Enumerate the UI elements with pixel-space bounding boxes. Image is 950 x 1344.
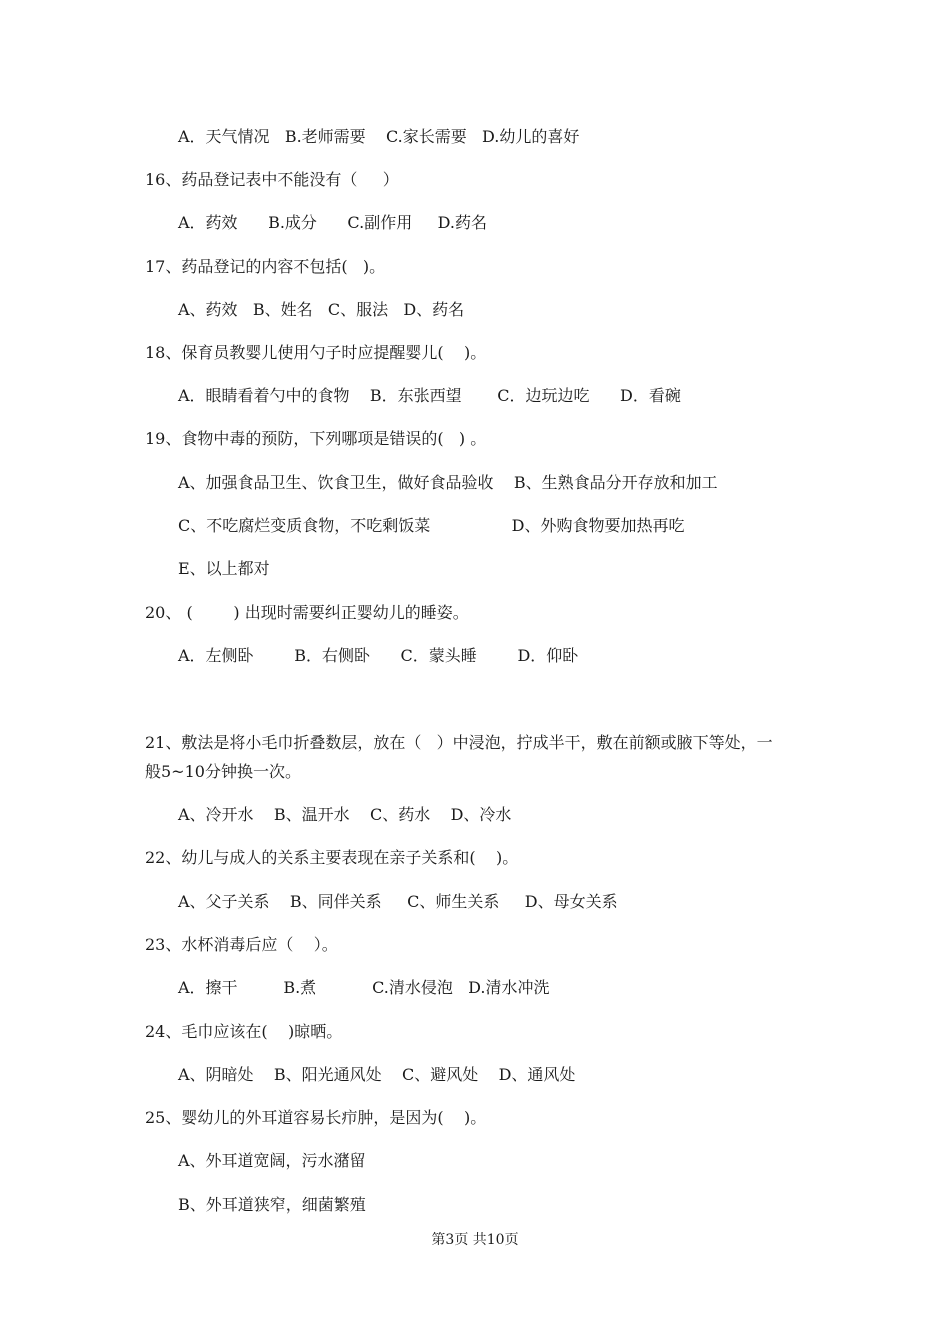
option-line: A、外耳道宽阔，污水潴留 — [178, 1151, 366, 1170]
page-number: 第3页 共10页 — [431, 1232, 519, 1248]
option-line: A、冷开水 B、温开水 C、药水 D、冷水 — [178, 805, 512, 824]
question-21-cont: 般5~10分钟换一次。 — [145, 762, 301, 781]
option-line: A、药效 B、姓名 C、服法 D、药名 — [178, 300, 465, 319]
option-line: A．眼睛看着勺中的食物 B．东张西望 C．边玩边吃 D．看碗 — [178, 386, 681, 405]
question-25: 25、婴幼儿的外耳道容易长疖肿，是因为( )。 — [145, 1108, 487, 1127]
question-22: 22、幼儿与成人的关系主要表现在亲子关系和( )。 — [145, 848, 519, 867]
question-17: 17、药品登记的内容不包括( )。 — [145, 257, 386, 276]
question-16: 16、药品登记表中不能没有（ ） — [145, 170, 399, 189]
option-line: A、父子关系 B、同伴关系 C、师生关系 D、母女关系 — [178, 892, 618, 911]
question-19: 19、食物中毒的预防，下列哪项是错误的( ) 。 — [145, 429, 487, 448]
option-line: A．擦干 B.煮 C.清水侵泡 D.清水冲洗 — [178, 978, 550, 997]
option-line: A、阴暗处 B、阳光通风处 C、避风处 D、通风处 — [178, 1065, 576, 1084]
question-24: 24、毛巾应该在( )晾晒。 — [145, 1022, 343, 1041]
option-line: A．天气情况 B.老师需要 C.家长需要 D.幼儿的喜好 — [178, 127, 580, 146]
option-line: A．左侧卧 B．右侧卧 C．蒙头睡 D．仰卧 — [178, 646, 579, 665]
question-18: 18、保育员教婴儿使用勺子时应提醒婴儿( )。 — [145, 343, 487, 362]
option-line: B、外耳道狭窄，细菌繁殖 — [178, 1195, 366, 1214]
option-line: A．药效 B.成分 C.副作用 D.药名 — [178, 213, 487, 232]
option-line: C、不吃腐烂变质食物，不吃剩饭菜 D、外购食物要加热再吃 — [178, 516, 685, 535]
question-20: 20、 ( ) 出现时需要纠正婴幼儿的睡姿。 — [145, 603, 469, 622]
option-line: A、加强食品卫生、饮食卫生，做好食品验收 B、生熟食品分开存放和加工 — [178, 473, 718, 492]
option-line: E、以上都对 — [178, 559, 270, 578]
question-21: 21、敷法是将小毛巾折叠数层，放在（ ）中浸泡，拧成半干，敷在前额或腋下等处，一 — [145, 733, 773, 752]
question-23: 23、水杯消毒后应（ ）。 — [145, 935, 338, 954]
